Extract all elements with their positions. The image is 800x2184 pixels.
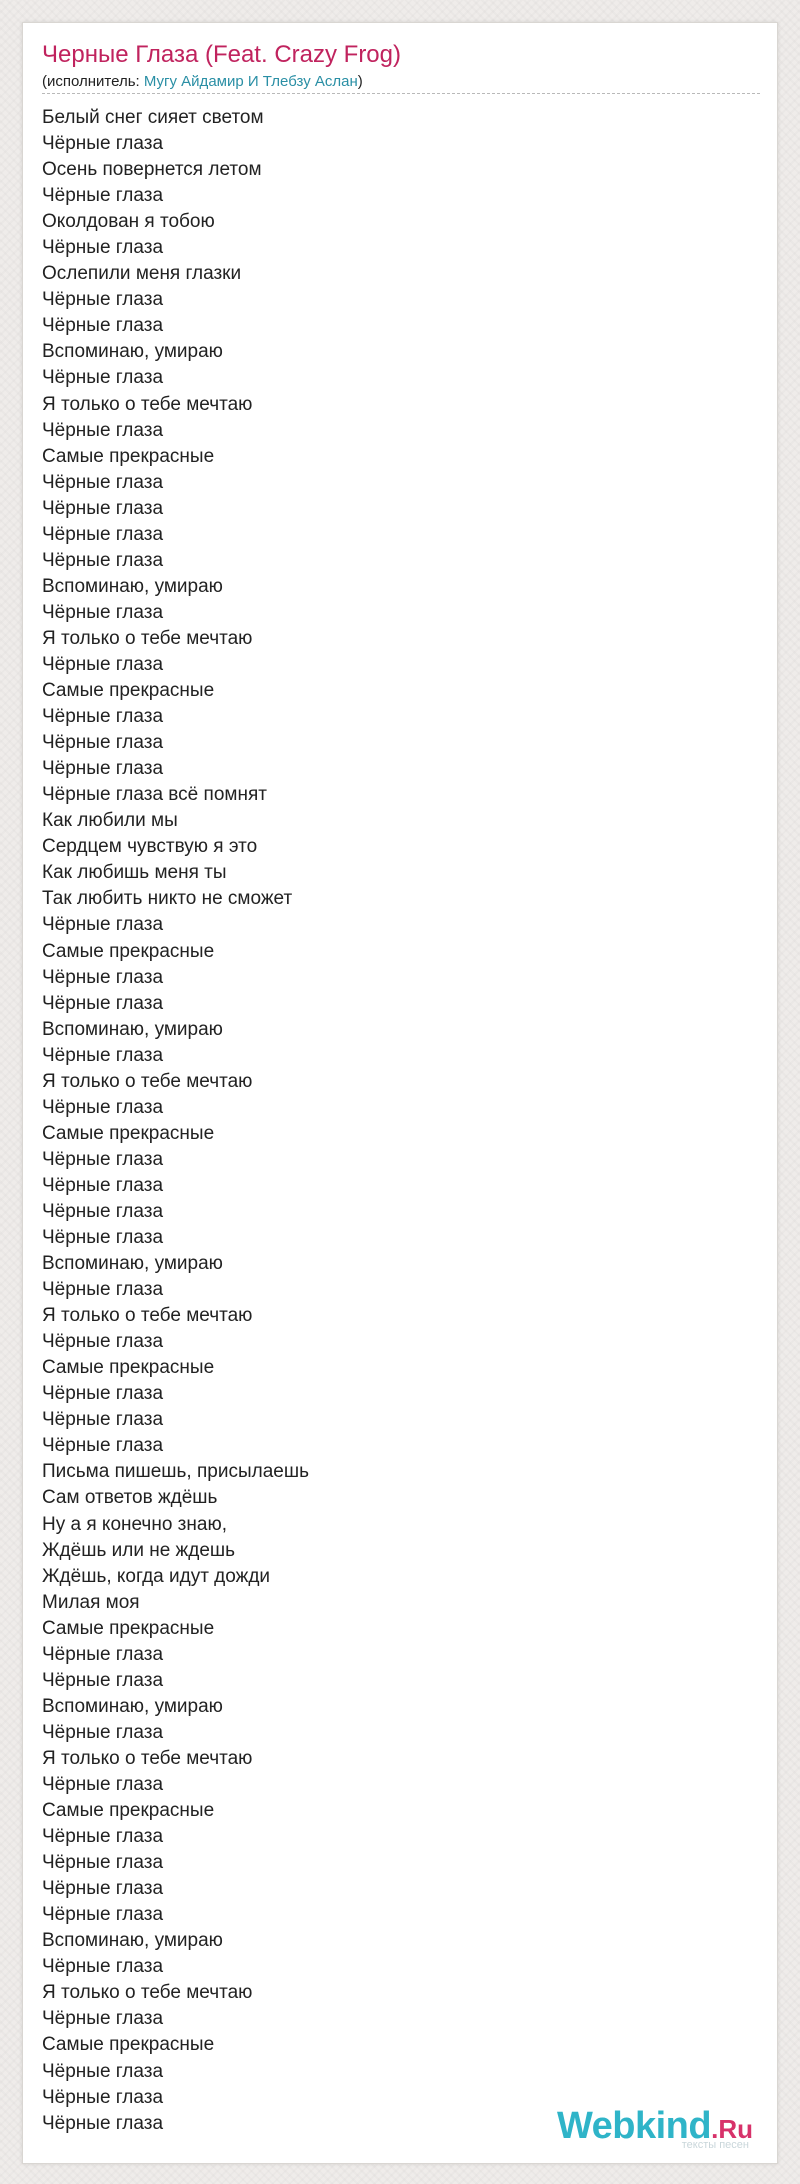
lyric-line: Самые прекрасные — [42, 1122, 215, 1144]
lyric-line: Белый снег сияет светом — [42, 107, 264, 128]
lyric-line: Околдован я тобою — [42, 211, 215, 233]
lyric-line: Чёрные глаза — [42, 1852, 164, 1874]
lyric-line: Чёрные глаза — [42, 497, 164, 519]
lyric-line: Так любить никто не сможет — [42, 888, 293, 910]
lyric-line: Вспоминаю, умираю — [42, 1018, 223, 1040]
lyric-line: Самые прекрасные — [42, 940, 215, 962]
lyric-line: Чёрные глаза — [42, 1174, 164, 1196]
lyric-line: Чёрные глаза — [42, 1826, 164, 1848]
lyric-line: Ослепили меня глазки — [42, 263, 242, 285]
lyric-line: Чёрные глаза — [42, 1669, 164, 1691]
lyric-line: Я только о тебе мечтаю — [42, 1305, 253, 1327]
lyrics-list — [42, 105, 309, 2137]
lyric-line: Сердцем чувствую я это — [42, 836, 258, 858]
lyric-line: Чёрные глаза — [42, 601, 164, 623]
lyric-line: Чёрные глаза — [42, 1409, 164, 1431]
lyric-line: Самые прекрасные — [42, 1357, 215, 1379]
lyric-line: Чёрные глаза — [42, 549, 164, 571]
lyric-line: Ну а я конечно знаю, — [42, 1513, 227, 1535]
artist-suffix: ) — [357, 73, 363, 90]
lyric-line: Чёрные глаза — [42, 2086, 164, 2108]
lyric-line: Чёрные глаза — [42, 706, 164, 728]
lyric-line: Чёрные глаза — [42, 2112, 164, 2134]
lyric-line: Чёрные глаза всё помнят — [42, 784, 267, 806]
lyric-line: Самые прекрасные — [42, 1800, 215, 1822]
lyric-line: Чёрные глаза — [42, 966, 164, 988]
lyric-line: Вспоминаю, умираю — [42, 1695, 223, 1717]
lyric-line: Чёрные глаза — [42, 1721, 164, 1743]
dashed-divider — [42, 93, 760, 94]
lyric-line: Чёрные глаза — [42, 367, 164, 389]
lyric-line: Вспоминаю, умираю — [42, 341, 223, 363]
lyric-line: Чёрные глаза — [42, 289, 164, 311]
lyric-line: Чёрные глаза — [42, 1383, 164, 1405]
lyric-line: Чёрные глаза — [42, 2008, 164, 2030]
lyric-line: Как любили мы — [42, 810, 178, 832]
lyric-line: Чёрные глаза — [42, 1279, 164, 1301]
lyric-line: Самые прекрасные — [42, 1617, 215, 1639]
lyric-line: Чёрные глаза — [42, 2060, 164, 2082]
song-title: Черные Глаза (Feat. Crazy Frog) — [42, 41, 401, 68]
lyric-line: Я только о тебе мечтаю — [42, 1070, 253, 1092]
lyric-line: Чёрные глаза — [42, 1904, 164, 1926]
lyric-line: Чёрные глаза — [42, 315, 164, 337]
lyric-line: Чёрные глаза — [42, 1331, 164, 1353]
lyric-line: Чёрные глаза — [42, 1435, 164, 1457]
lyric-line: Чёрные глаза — [42, 758, 164, 780]
lyric-line: Сам ответов ждёшь — [42, 1487, 218, 1509]
lyric-line: Самые прекрасные — [42, 445, 215, 467]
lyric-line: Чёрные глаза — [42, 1643, 164, 1665]
lyric-line: Я только о тебе мечтаю — [42, 1982, 253, 2004]
lyric-line: Чёрные глаза — [42, 185, 164, 207]
lyric-line: Вспоминаю, умираю — [42, 1930, 223, 1952]
lyric-line: Чёрные глаза — [42, 1878, 164, 1900]
lyric-line: Чёрные глаза — [42, 133, 164, 155]
lyric-line: Чёрные глаза — [42, 1200, 164, 1222]
logo-main-text: Webkind — [556, 2105, 712, 2147]
lyric-line: Вспоминаю, умираю — [42, 1253, 223, 1275]
lyric-line: Ждёшь, когда идут дожди — [42, 1565, 271, 1587]
artist-line — [42, 73, 363, 91]
lyric-line: Чёрные глаза — [42, 1044, 164, 1066]
lyric-line: Чёрные глаза — [42, 1148, 164, 1170]
lyric-line: Я только о тебе мечтаю — [42, 1747, 253, 1769]
lyric-line: Осень повернется летом — [42, 159, 262, 181]
lyric-line: Как любишь меня ты — [42, 862, 227, 884]
lyric-line: Чёрные глаза — [42, 653, 164, 675]
lyric-line: Чёрные глаза — [42, 1774, 164, 1795]
lyric-line: Чёрные глаза — [42, 419, 164, 441]
lyric-line: Чёрные глаза — [42, 523, 164, 545]
lyric-line: Чёрные глаза — [42, 992, 164, 1014]
lyric-line: Чёрные глаза — [42, 914, 164, 936]
lyric-line: Милая моя — [42, 1591, 140, 1613]
lyrics-card — [22, 22, 778, 2164]
lyric-line: Чёрные глаза — [42, 237, 164, 259]
lyric-line: Я только о тебе мечтаю — [42, 627, 253, 649]
lyric-line: Чёрные глаза — [42, 1227, 164, 1249]
site-logo[interactable] — [556, 2105, 753, 2151]
artist-prefix: (исполнитель: — [42, 73, 144, 90]
lyric-line: Самые прекрасные — [42, 2034, 215, 2056]
lyric-line: Ждёшь или не ждешь — [42, 1539, 236, 1561]
lyric-line: Я только о тебе мечтаю — [42, 393, 253, 415]
lyric-line: Письма пишешь, присылаешь — [42, 1461, 309, 1483]
lyric-line: Чёрные глаза — [42, 1956, 164, 1978]
lyric-line: Самые прекрасные — [42, 680, 215, 702]
lyric-line: Чёрные глаза — [42, 732, 164, 754]
artist-link[interactable]: Мугу Айдамир И Тлебзу Аслан — [143, 73, 358, 90]
logo-suffix-text: .Ru — [711, 2114, 753, 2144]
lyric-line: Чёрные глаза — [42, 1096, 164, 1118]
logo-tagline: тексты песен — [681, 2139, 749, 2151]
lyric-line: Чёрные глаза — [42, 471, 164, 493]
lyric-line: Вспоминаю, умираю — [42, 575, 223, 597]
